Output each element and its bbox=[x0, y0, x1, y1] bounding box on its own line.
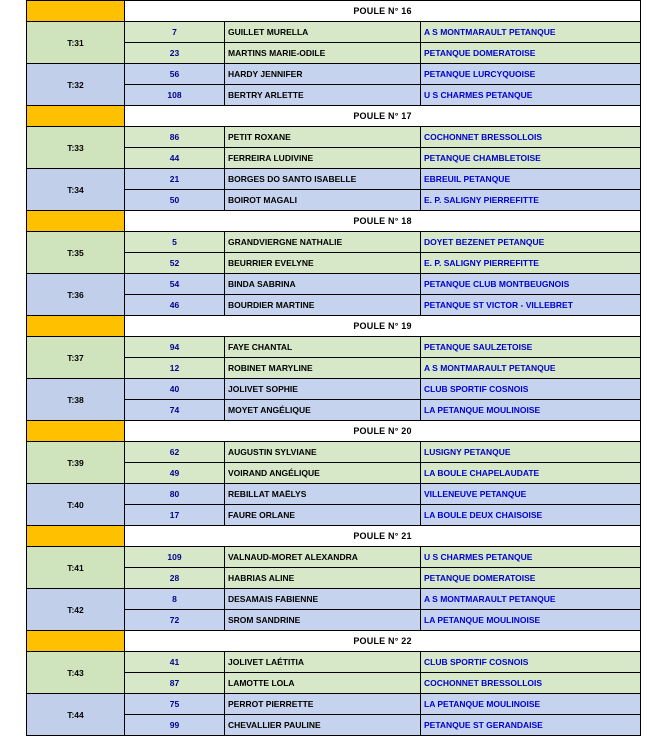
poule-title: POULE N° 21 bbox=[125, 526, 641, 547]
player-number-cell: 86 bbox=[125, 127, 225, 148]
team-code-cell: T:44 bbox=[27, 694, 125, 736]
team-code-cell: T:39 bbox=[27, 442, 125, 484]
player-name-cell: PETIT ROXANE bbox=[225, 127, 421, 148]
poules-table bbox=[26, 0, 641, 736]
player-number-cell: 41 bbox=[125, 652, 225, 673]
poule-color-tag bbox=[27, 631, 125, 652]
player-club-cell: CLUB SPORTIF COSNOIS bbox=[421, 652, 641, 673]
player-row bbox=[27, 64, 641, 85]
player-row bbox=[27, 484, 641, 505]
player-row bbox=[27, 379, 641, 400]
player-number-cell: 75 bbox=[125, 694, 225, 715]
poule-header-row bbox=[27, 1, 641, 22]
player-name-cell: FAYE CHANTAL bbox=[225, 337, 421, 358]
poule-color-tag bbox=[27, 106, 125, 127]
poule-color-tag bbox=[27, 421, 125, 442]
player-name-cell: BORGES DO SANTO ISABELLE bbox=[225, 169, 421, 190]
poule-title: POULE N° 20 bbox=[125, 421, 641, 442]
player-club-cell: A S MONTMARAULT PETANQUE bbox=[421, 22, 641, 43]
poule-header-row bbox=[27, 316, 641, 337]
player-club-cell: EBREUIL PETANQUE bbox=[421, 169, 641, 190]
player-club-cell: PETANQUE SAULZETOISE bbox=[421, 337, 641, 358]
player-name-cell: JOLIVET LAÉTITIA bbox=[225, 652, 421, 673]
team-code-cell: T:35 bbox=[27, 232, 125, 274]
player-number-cell: 21 bbox=[125, 169, 225, 190]
player-number-cell: 54 bbox=[125, 274, 225, 295]
player-name-cell: BERTRY ARLETTE bbox=[225, 85, 421, 106]
player-club-cell: LA PETANQUE MOULINOISE bbox=[421, 610, 641, 631]
player-number-cell: 62 bbox=[125, 442, 225, 463]
poule-color-tag bbox=[27, 211, 125, 232]
player-number-cell: 44 bbox=[125, 148, 225, 169]
player-club-cell: PETANQUE LURCYQUOISE bbox=[421, 64, 641, 85]
player-name-cell: FERREIRA LUDIVINE bbox=[225, 148, 421, 169]
player-name-cell: BOURDIER MARTINE bbox=[225, 295, 421, 316]
poule-title: POULE N° 19 bbox=[125, 316, 641, 337]
poule-title: POULE N° 18 bbox=[125, 211, 641, 232]
player-club-cell: LA BOULE CHAPELAUDATE bbox=[421, 463, 641, 484]
team-code-cell: T:43 bbox=[27, 652, 125, 694]
poule-color-tag bbox=[27, 316, 125, 337]
player-name-cell: MARTINS MARIE-ODILE bbox=[225, 43, 421, 64]
player-club-cell: LA BOULE DEUX CHAISOISE bbox=[421, 505, 641, 526]
player-number-cell: 5 bbox=[125, 232, 225, 253]
player-name-cell: HARDY JENNIFER bbox=[225, 64, 421, 85]
player-row bbox=[27, 694, 641, 715]
player-name-cell: ROBINET MARYLINE bbox=[225, 358, 421, 379]
poule-title: POULE N° 22 bbox=[125, 631, 641, 652]
player-club-cell: COCHONNET BRESSOLLOIS bbox=[421, 673, 641, 694]
team-code-cell: T:38 bbox=[27, 379, 125, 421]
player-name-cell: PERROT PIERRETTE bbox=[225, 694, 421, 715]
poule-header-row bbox=[27, 421, 641, 442]
player-number-cell: 109 bbox=[125, 547, 225, 568]
player-number-cell: 7 bbox=[125, 22, 225, 43]
player-number-cell: 8 bbox=[125, 589, 225, 610]
player-row bbox=[27, 169, 641, 190]
team-code-cell: T:32 bbox=[27, 64, 125, 106]
player-number-cell: 17 bbox=[125, 505, 225, 526]
player-name-cell: LAMOTTE LOLA bbox=[225, 673, 421, 694]
player-name-cell: BINDA SABRINA bbox=[225, 274, 421, 295]
player-club-cell: PETANQUE ST GERANDAISE bbox=[421, 715, 641, 736]
player-number-cell: 72 bbox=[125, 610, 225, 631]
player-club-cell: LA PETANQUE MOULINOISE bbox=[421, 400, 641, 421]
player-club-cell: U S CHARMES PETANQUE bbox=[421, 547, 641, 568]
player-club-cell: U S CHARMES PETANQUE bbox=[421, 85, 641, 106]
player-name-cell: JOLIVET SOPHIE bbox=[225, 379, 421, 400]
player-number-cell: 52 bbox=[125, 253, 225, 274]
player-club-cell: PETANQUE DOMERATOISE bbox=[421, 43, 641, 64]
player-row bbox=[27, 22, 641, 43]
poule-title: POULE N° 16 bbox=[125, 1, 641, 22]
player-club-cell: COCHONNET BRESSOLLOIS bbox=[421, 127, 641, 148]
player-club-cell: E. P. SALIGNY PIERREFITTE bbox=[421, 253, 641, 274]
player-club-cell: PETANQUE CHAMBLETOISE bbox=[421, 148, 641, 169]
team-code-cell: T:40 bbox=[27, 484, 125, 526]
poule-title: POULE N° 17 bbox=[125, 106, 641, 127]
player-club-cell: PETANQUE DOMERATOISE bbox=[421, 568, 641, 589]
team-code-cell: T:33 bbox=[27, 127, 125, 169]
team-code-cell: T:41 bbox=[27, 547, 125, 589]
player-row bbox=[27, 547, 641, 568]
player-number-cell: 46 bbox=[125, 295, 225, 316]
player-name-cell: BEURRIER EVELYNE bbox=[225, 253, 421, 274]
poule-header-row bbox=[27, 106, 641, 127]
team-code-cell: T:37 bbox=[27, 337, 125, 379]
player-row bbox=[27, 337, 641, 358]
player-name-cell: AUGUSTIN SYLVIANE bbox=[225, 442, 421, 463]
player-club-cell: PETANQUE ST VICTOR - VILLEBRET bbox=[421, 295, 641, 316]
player-number-cell: 108 bbox=[125, 85, 225, 106]
player-number-cell: 99 bbox=[125, 715, 225, 736]
player-name-cell: REBILLAT MAËLYS bbox=[225, 484, 421, 505]
team-code-cell: T:31 bbox=[27, 22, 125, 64]
player-number-cell: 74 bbox=[125, 400, 225, 421]
player-number-cell: 23 bbox=[125, 43, 225, 64]
player-club-cell: LUSIGNY PETANQUE bbox=[421, 442, 641, 463]
poule-header-row bbox=[27, 526, 641, 547]
player-name-cell: VOIRAND ANGÉLIQUE bbox=[225, 463, 421, 484]
team-code-cell: T:42 bbox=[27, 589, 125, 631]
player-name-cell: FAURE ORLANE bbox=[225, 505, 421, 526]
player-number-cell: 40 bbox=[125, 379, 225, 400]
player-name-cell: BOIROT MAGALI bbox=[225, 190, 421, 211]
poule-header-row bbox=[27, 211, 641, 232]
player-name-cell: GRANDVIERGNE NATHALIE bbox=[225, 232, 421, 253]
player-row bbox=[27, 274, 641, 295]
player-club-cell: A S MONTMARAULT PETANQUE bbox=[421, 589, 641, 610]
player-row bbox=[27, 127, 641, 148]
player-name-cell: HABRIAS ALINE bbox=[225, 568, 421, 589]
player-number-cell: 56 bbox=[125, 64, 225, 85]
player-club-cell: A S MONTMARAULT PETANQUE bbox=[421, 358, 641, 379]
player-club-cell: VILLENEUVE PETANQUE bbox=[421, 484, 641, 505]
player-name-cell: DESAMAIS FABIENNE bbox=[225, 589, 421, 610]
player-number-cell: 94 bbox=[125, 337, 225, 358]
player-name-cell: MOYET ANGÉLIQUE bbox=[225, 400, 421, 421]
player-number-cell: 87 bbox=[125, 673, 225, 694]
poule-header-row bbox=[27, 631, 641, 652]
player-number-cell: 12 bbox=[125, 358, 225, 379]
player-club-cell: LA PETANQUE MOULINOISE bbox=[421, 694, 641, 715]
player-club-cell: CLUB SPORTIF COSNOIS bbox=[421, 379, 641, 400]
player-number-cell: 80 bbox=[125, 484, 225, 505]
player-number-cell: 50 bbox=[125, 190, 225, 211]
player-row bbox=[27, 652, 641, 673]
player-row bbox=[27, 442, 641, 463]
player-club-cell: PETANQUE CLUB MONTBEUGNOIS bbox=[421, 274, 641, 295]
poule-color-tag bbox=[27, 526, 125, 547]
player-name-cell: SROM SANDRINE bbox=[225, 610, 421, 631]
player-number-cell: 49 bbox=[125, 463, 225, 484]
player-club-cell: DOYET BEZENET PETANQUE bbox=[421, 232, 641, 253]
player-name-cell: CHEVALLIER PAULINE bbox=[225, 715, 421, 736]
poule-color-tag bbox=[27, 1, 125, 22]
player-club-cell: E. P. SALIGNY PIERREFITTE bbox=[421, 190, 641, 211]
player-number-cell: 28 bbox=[125, 568, 225, 589]
player-row bbox=[27, 232, 641, 253]
player-row bbox=[27, 589, 641, 610]
team-code-cell: T:36 bbox=[27, 274, 125, 316]
team-code-cell: T:34 bbox=[27, 169, 125, 211]
player-name-cell: GUILLET MURELLA bbox=[225, 22, 421, 43]
player-name-cell: VALNAUD-MORET ALEXANDRA bbox=[225, 547, 421, 568]
